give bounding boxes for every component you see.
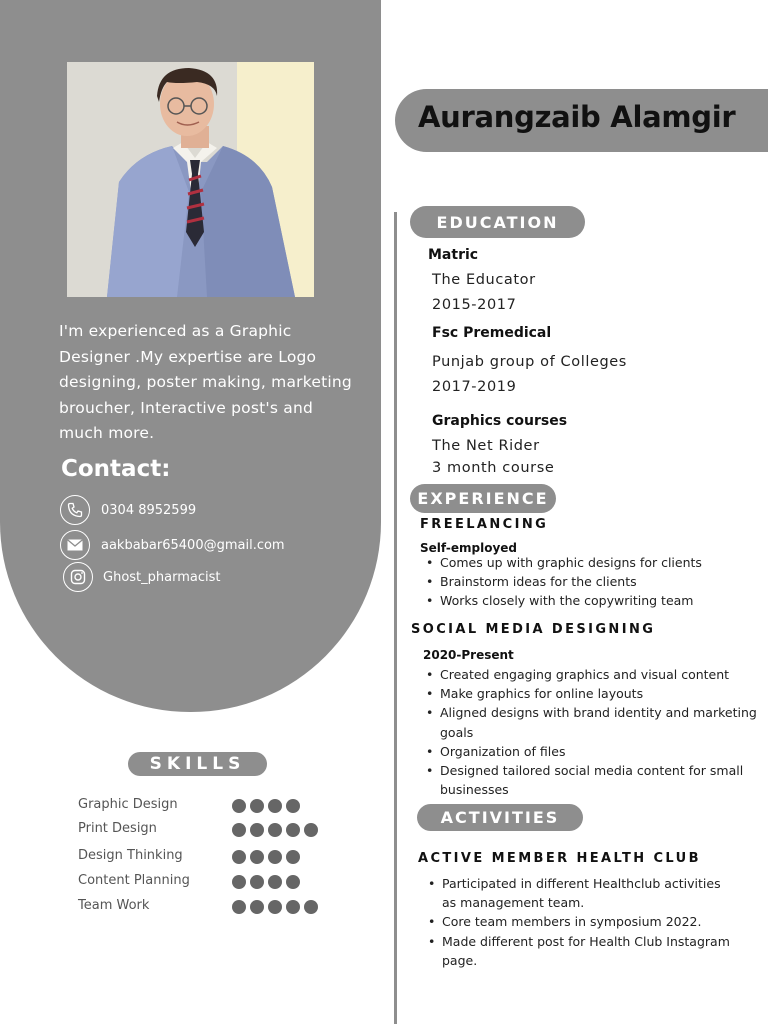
skills-heading: SKILLS	[128, 752, 267, 776]
contact-phone-row	[60, 495, 196, 525]
edu-3-title: Graphics courses	[432, 413, 568, 429]
job-2-title: SOCIAL MEDIA DESIGNING	[411, 622, 656, 637]
skill-dot	[304, 823, 318, 837]
bullet-item: • Participated in different Healthclub activities as management team.	[422, 874, 734, 912]
bullet-item: • Aligned designs with brand identity and marketing goals	[420, 703, 758, 741]
bullet-item: • Comes up with graphic designs for clients	[420, 553, 750, 572]
contact-instagram[interactable]: Ghost_pharmacist	[103, 569, 221, 585]
skill-dot	[268, 900, 282, 914]
edu-2-title: Fsc Premedical	[432, 325, 552, 341]
profile-bio: I'm experienced as a Graphic Designer .My expertise are Logo designing, poster making, marketing broucher, Interactive post's and much more.	[59, 322, 352, 442]
skill-label: Team Work	[78, 898, 150, 913]
skill-dot	[250, 799, 264, 813]
contact-email[interactable]: aakbabar65400@gmail.com	[101, 537, 285, 553]
skill-dot	[232, 799, 246, 813]
activity-title: ACTIVE MEMBER HEALTH CLUB	[418, 851, 701, 866]
contact-phone[interactable]: 0304 8952599	[101, 502, 197, 518]
mail-icon	[60, 530, 90, 560]
phone-icon	[60, 495, 90, 525]
experience-heading: EXPERIENCE	[410, 484, 556, 513]
skill-label: Print Design	[78, 821, 157, 836]
skill-rating	[232, 900, 318, 914]
skill-dot	[232, 850, 246, 864]
skill-dot	[286, 875, 300, 889]
skill-label: Graphic Design	[78, 797, 178, 812]
contact-email-row	[60, 530, 285, 560]
skill-rating	[232, 875, 300, 889]
skill-dot	[250, 900, 264, 914]
skill-dot	[250, 875, 264, 889]
skill-rating	[232, 823, 318, 837]
edu-1-title: Matric	[428, 247, 479, 263]
skill-dot	[268, 823, 282, 837]
candidate-name: Aurangzaib Alamgir	[418, 100, 736, 134]
education-heading: EDUCATION	[410, 206, 585, 238]
bullet-item: • Designed tailored social media content for small businesses	[420, 761, 758, 799]
skill-dot	[286, 823, 300, 837]
skill-rating	[232, 850, 300, 864]
edu-1-institution: The Educator	[432, 272, 536, 288]
skill-dot	[250, 850, 264, 864]
skill-dot	[232, 823, 246, 837]
job-2-bullets	[420, 665, 758, 799]
instagram-icon	[63, 562, 93, 592]
bullet-item: • Brainstorm ideas for the clients	[420, 572, 750, 591]
activity-bullets	[422, 874, 734, 970]
edu-3-years: 3 month course	[432, 460, 555, 476]
skill-rating	[232, 799, 300, 813]
bullet-item: • Created engaging graphics and visual content	[420, 665, 758, 684]
edu-3-institution: The Net Rider	[432, 438, 540, 454]
skill-dot	[268, 850, 282, 864]
timeline-divider	[394, 212, 397, 1024]
bullet-item: • Core team members in symposium 2022.	[422, 912, 734, 931]
skill-dot	[268, 799, 282, 813]
activities-heading: ACTIVITIES	[417, 804, 583, 831]
contact-heading: Contact:	[61, 456, 171, 482]
skill-label: Design Thinking	[78, 848, 183, 863]
skill-dot	[286, 850, 300, 864]
skill-dot	[304, 900, 318, 914]
profile-photo	[67, 62, 314, 297]
job-2-subtitle: 2020-Present	[423, 648, 514, 662]
edu-2-years: 2017-2019	[432, 379, 517, 395]
bullet-item: • Organization of files	[420, 742, 758, 761]
contact-instagram-row	[63, 562, 220, 592]
job-1-subtitle: Self-employed	[420, 541, 518, 555]
job-1-title: FREELANCING	[420, 517, 549, 532]
bullet-item: • Make graphics for online layouts	[420, 684, 758, 703]
bullet-item: • Works closely with the copywriting team	[420, 591, 750, 610]
job-1-bullets	[420, 553, 750, 611]
edu-1-years: 2015-2017	[432, 297, 517, 313]
skill-dot	[286, 900, 300, 914]
skill-label: Content Planning	[78, 873, 190, 888]
skill-dot	[250, 823, 264, 837]
skill-dot	[232, 875, 246, 889]
skill-dot	[286, 799, 300, 813]
bullet-item: • Made different post for Health Club Instagram page.	[422, 932, 734, 970]
skill-dot	[232, 900, 246, 914]
skill-dot	[268, 875, 282, 889]
person-portrait-image	[67, 62, 314, 297]
edu-2-institution: Punjab group of Colleges	[432, 354, 627, 370]
